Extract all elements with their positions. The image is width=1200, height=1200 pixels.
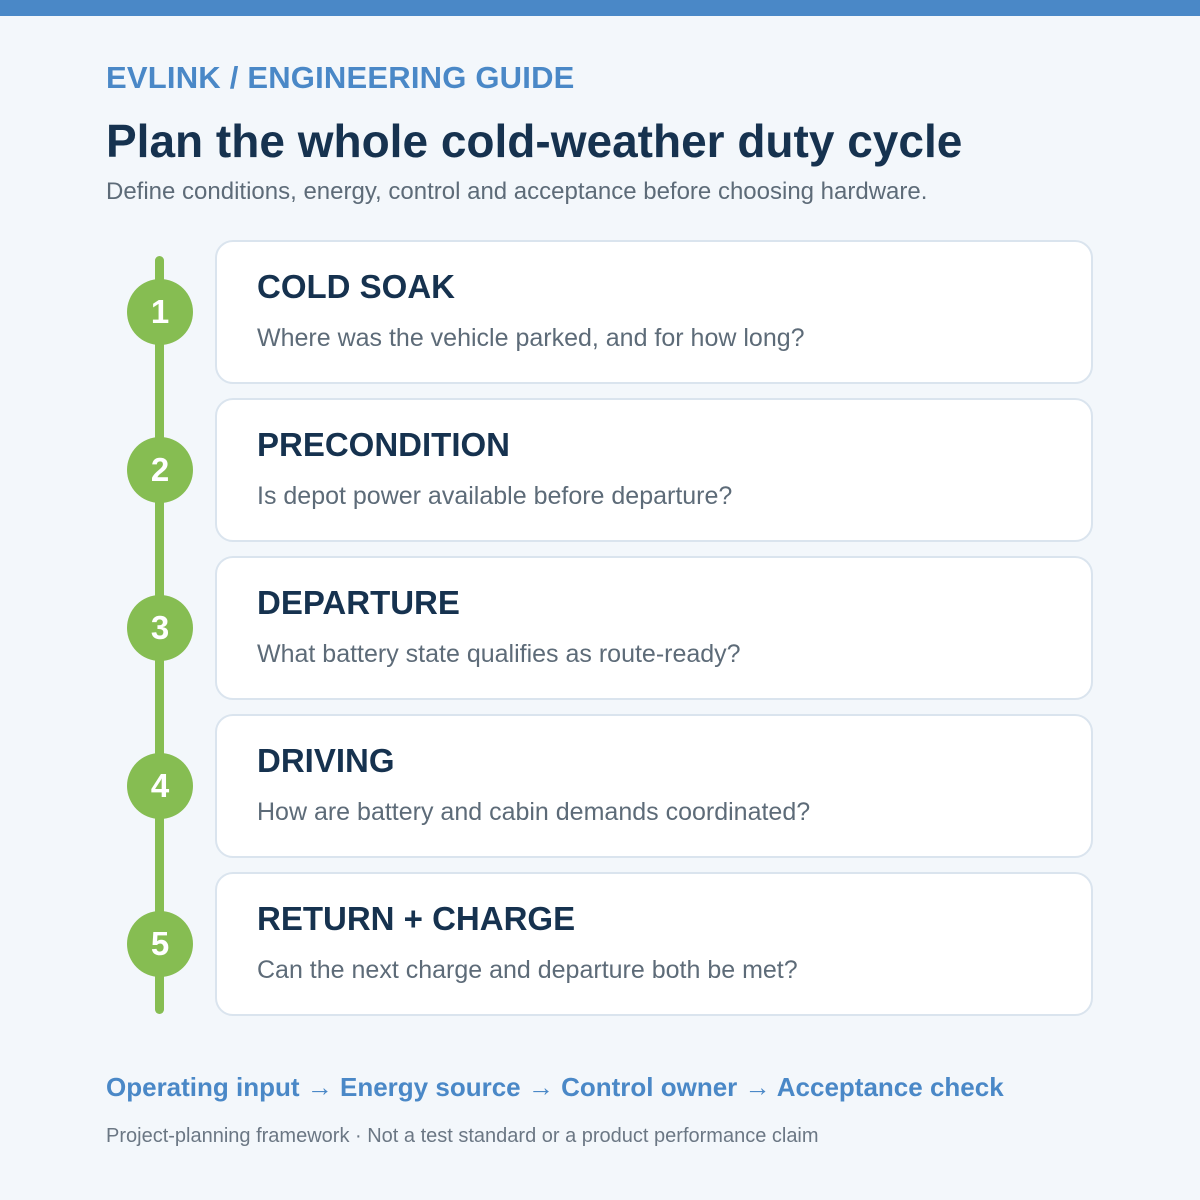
footnote: Project-planning framework · Not a test standard or a product performance claim [106, 1125, 819, 1147]
step-title: RETURN + CHARGE [257, 900, 576, 937]
page-subtitle: Define conditions, energy, control and acceptance before choosing hardware. [106, 178, 928, 205]
step-card [215, 556, 1093, 700]
step-question: Is depot power available before departure? [257, 482, 733, 510]
step-number-badge: 3 [127, 595, 193, 661]
step-number-badge: 4 [127, 753, 193, 819]
step-number-badge: 2 [127, 437, 193, 503]
step-card [215, 872, 1093, 1016]
step-number-badge: 5 [127, 911, 193, 977]
step-number-badge: 1 [127, 279, 193, 345]
step-card [215, 398, 1093, 542]
step-title: DEPARTURE [257, 584, 460, 621]
step-title: COLD SOAK [257, 268, 455, 305]
step-title: DRIVING [257, 742, 395, 779]
step-question: What battery state qualifies as route-ready? [257, 640, 741, 668]
step-question: Where was the vehicle parked, and for how long? [257, 324, 805, 352]
process-flow: Operating input → Energy source → Control owner → Acceptance check [106, 1072, 1004, 1102]
step-question: How are battery and cabin demands coordinated? [257, 798, 811, 826]
eyebrow-label: EVLINK / ENGINEERING GUIDE [106, 60, 575, 95]
step-question: Can the next charge and departure both be met? [257, 956, 798, 984]
step-card [215, 240, 1093, 384]
step-card [215, 714, 1093, 858]
step-title: PRECONDITION [257, 426, 511, 463]
page-title: Plan the whole cold-weather duty cycle [106, 115, 963, 167]
top-accent-bar [0, 0, 1200, 16]
